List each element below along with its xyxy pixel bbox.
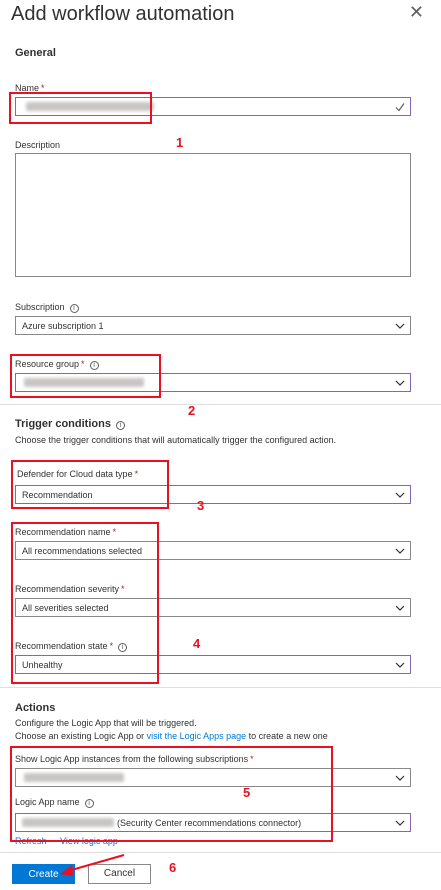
rec-state-value: Unhealthy bbox=[22, 660, 63, 670]
callout-number-3: 3 bbox=[197, 498, 205, 513]
logic-app-name-label: Logic App name i bbox=[15, 797, 94, 808]
description-label: Description bbox=[15, 140, 61, 150]
trigger-description: Choose the trigger conditions that will automatically trigger the configured action. bbox=[15, 435, 337, 445]
cancel-button[interactable]: Cancel bbox=[88, 864, 151, 884]
annotation-box-2 bbox=[10, 354, 161, 398]
info-icon[interactable]: i bbox=[85, 799, 94, 808]
callout-number-6: 6 bbox=[169, 860, 177, 875]
chevron-down-icon bbox=[395, 378, 405, 388]
rec-severity-label: Recommendation severity * bbox=[15, 584, 125, 594]
rec-name-label: Recommendation name * bbox=[15, 527, 117, 537]
close-icon[interactable]: ✕ bbox=[408, 2, 424, 22]
callout-number-1: 1 bbox=[176, 135, 184, 150]
logic-app-name-value: (Security Center recommendations connector) bbox=[117, 818, 302, 828]
logic-apps-page-link[interactable]: visit the Logic Apps page bbox=[146, 731, 247, 741]
annotation-box-4 bbox=[11, 522, 159, 684]
description-textarea[interactable] bbox=[15, 153, 411, 277]
info-icon[interactable]: i bbox=[118, 643, 127, 652]
subscription-label: Subscription i bbox=[15, 302, 79, 313]
callout-number-4: 4 bbox=[193, 636, 201, 651]
rec-severity-value: All severities selected bbox=[22, 603, 109, 613]
chevron-down-icon bbox=[395, 660, 405, 670]
callout-number-5: 5 bbox=[243, 785, 251, 800]
panel-title: Add workflow automation bbox=[11, 3, 235, 25]
view-logic-app-link[interactable]: View logic app bbox=[60, 836, 118, 846]
annotation-box-1 bbox=[9, 92, 152, 124]
info-icon[interactable]: i bbox=[90, 361, 99, 370]
section-divider bbox=[0, 404, 441, 405]
subs-label: Show Logic App instances from the following subscriptions * bbox=[15, 754, 254, 764]
data-type-label: Defender for Cloud data type * bbox=[17, 469, 139, 479]
chevron-down-icon bbox=[395, 490, 405, 500]
data-type-value: Recommendation bbox=[22, 490, 93, 500]
subscription-value: Azure subscription 1 bbox=[22, 321, 104, 331]
callout-number-2: 2 bbox=[188, 403, 196, 418]
annotation-box-5 bbox=[10, 746, 333, 842]
actions-description-1: Configure the Logic App that will be triggered. bbox=[15, 718, 197, 728]
checkmark-icon bbox=[395, 102, 405, 112]
create-button[interactable]: Create bbox=[12, 864, 75, 884]
chevron-down-icon bbox=[395, 546, 405, 556]
annotation-arrow bbox=[50, 850, 130, 880]
name-label: Name * bbox=[15, 83, 45, 93]
chevron-down-icon bbox=[395, 603, 405, 613]
section-divider bbox=[0, 687, 441, 688]
chevron-down-icon bbox=[395, 818, 405, 828]
rec-name-value: All recommendations selected bbox=[22, 546, 143, 556]
chevron-down-icon bbox=[395, 773, 405, 783]
annotation-box-3 bbox=[11, 460, 169, 509]
actions-description-2: Choose an existing Logic App or visit the Logic Apps page to create a new one bbox=[15, 731, 328, 741]
rec-state-label: Recommendation state * i bbox=[15, 641, 127, 652]
subscription-dropdown[interactable] bbox=[15, 316, 411, 335]
chevron-down-icon bbox=[395, 321, 405, 331]
info-icon[interactable]: i bbox=[116, 421, 125, 430]
refresh-link[interactable]: Refresh bbox=[15, 836, 47, 846]
trigger-heading: Trigger conditions i bbox=[15, 418, 125, 430]
general-heading: General bbox=[15, 47, 56, 59]
actions-heading: Actions bbox=[15, 702, 56, 714]
info-icon[interactable]: i bbox=[70, 304, 79, 313]
resource-group-label: Resource group * i bbox=[15, 359, 99, 370]
